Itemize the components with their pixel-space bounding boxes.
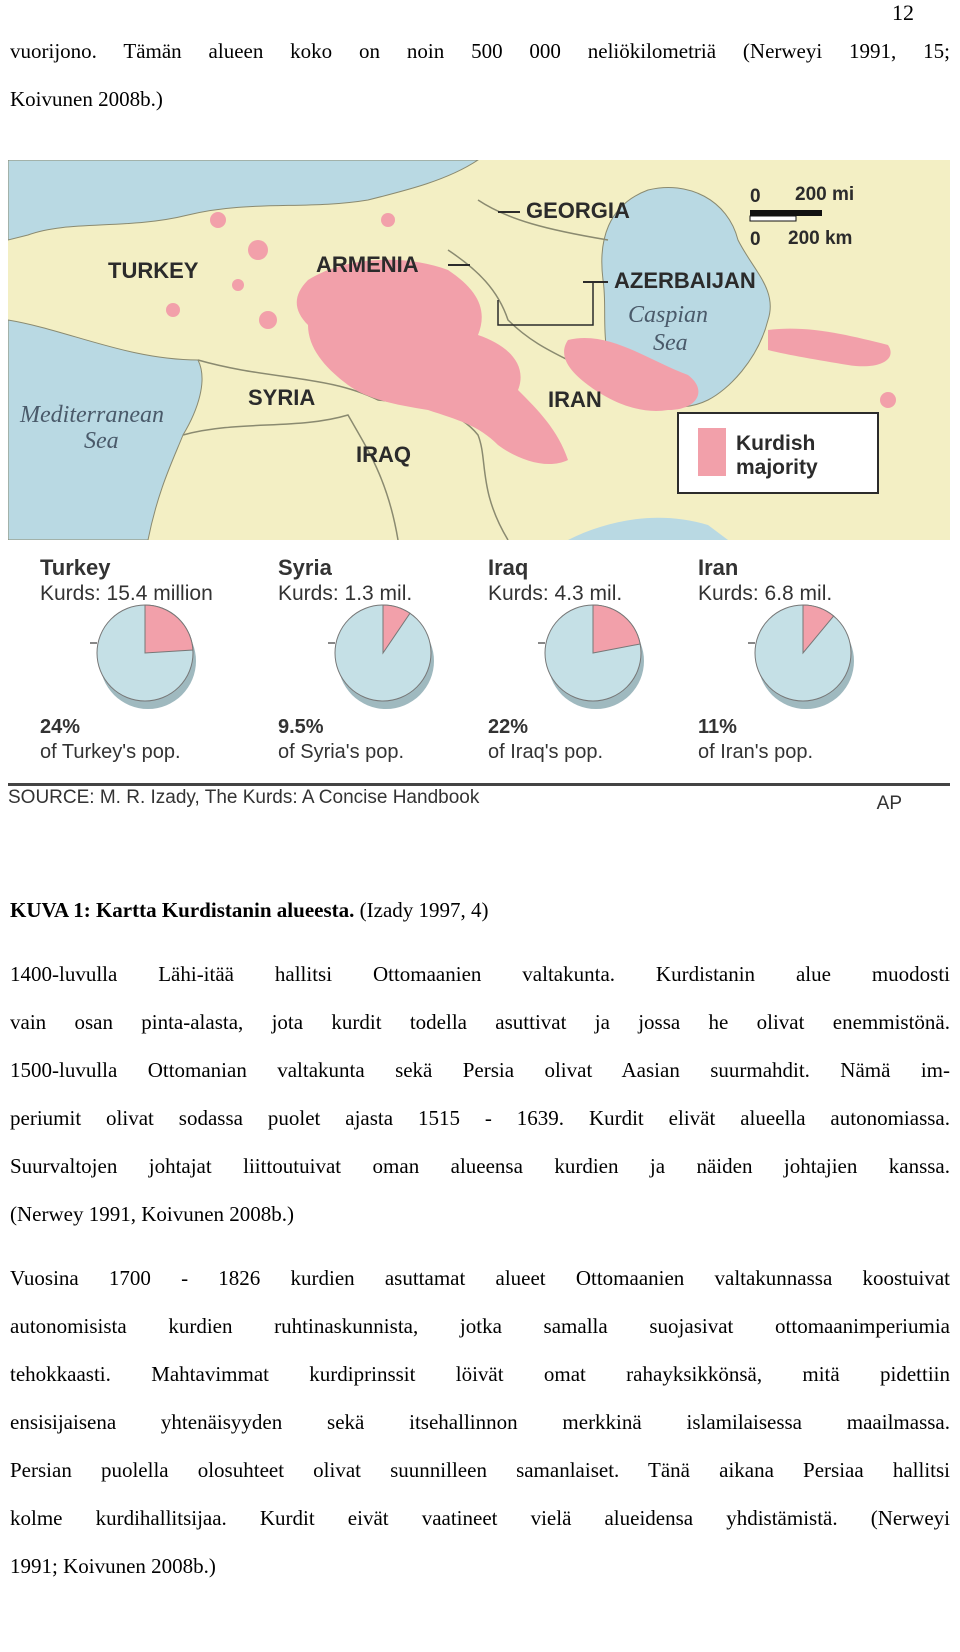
kurdistan-figure: [0, 155, 960, 875]
label-georgia: GEORGIA: [526, 198, 630, 223]
text-line: 1991; Koivunen 2008b.): [10, 1554, 216, 1578]
kurdish-region: [248, 240, 268, 260]
figure-caption: [10, 898, 489, 923]
kurdish-region: [232, 279, 244, 291]
text-line: ensisijaisena yhtenäisyyden sekä itsehallinnon merkkinä islamilaisessa maailmassa.: [10, 1410, 950, 1434]
kurdish-region: [381, 213, 395, 227]
legend-swatch: [698, 428, 726, 476]
pie-kurds-count: Kurds: 1.3 mil.: [278, 582, 413, 605]
legend-line2: majority: [736, 456, 818, 479]
figure-rule: [8, 783, 950, 786]
pie-country: Iran: [698, 555, 739, 580]
page-number: 12: [892, 0, 914, 25]
text-line: Vuosina 1700 - 1826 kurdien asuttamat alueet Ottomaanien valtakunnassa koostuivat: [10, 1266, 950, 1290]
pie-percent: 9.5%: [278, 716, 324, 738]
pie-slice-kurdish: [145, 605, 193, 653]
label-syria: SYRIA: [248, 385, 316, 410]
pie-percent: 22%: [488, 716, 529, 738]
scale-bar: [750, 210, 822, 216]
pie-country: Turkey: [40, 555, 111, 580]
text-line: autonomisista kurdien ruhtinaskunnista, jotka samalla suojasivat ottomaanimperiumia: [10, 1314, 950, 1338]
text-line: vain osan pinta-alasta, jota kurdit todella asuttivat ja jossa he olivat enemmistönä.: [10, 1010, 950, 1034]
pie-graphic: [90, 603, 260, 713]
pie-pop-label: of Iraq's pop.: [488, 741, 603, 763]
text-line: vuorijono. Tämän alueen koko on noin 500 000 neliökilometriä (Nerweyi 1991, 15;: [10, 39, 950, 63]
pie-leader: [538, 643, 545, 708]
paragraph-1: [10, 950, 950, 1238]
kurdish-region: [210, 212, 226, 228]
pie-pop-label: of Iran's pop.: [698, 741, 813, 763]
label-caspian: Caspian: [628, 302, 709, 328]
label-mediterranean: Mediterranean: [20, 402, 164, 428]
label-iraq: IRAQ: [356, 442, 411, 467]
caption-citation: (Izady 1997, 4): [354, 898, 489, 922]
pie-percent: 11%: [698, 716, 737, 738]
figure-credit: AP: [876, 793, 902, 814]
label-caspian-sea: Sea: [653, 330, 688, 356]
pie-percent: 24%: [40, 716, 81, 738]
intro-paragraph: [10, 27, 950, 123]
scale-km: 200 km: [788, 228, 853, 249]
pie-pop-label: of Syria's pop.: [278, 741, 405, 763]
pie-kurds-count: Kurds: 4.3 mil.: [488, 582, 623, 605]
pie-slice-kurdish: [593, 605, 640, 653]
text-line: tehokkaasti. Mahtavimmat kurdiprinssit löivät omat rahayksikkönsä, mitä pidettiin: [10, 1362, 950, 1386]
kurdish-region: [166, 303, 180, 317]
scale-zero-km: 0: [750, 229, 761, 250]
pie-leader: [328, 643, 335, 708]
paragraph-2: [10, 1254, 950, 1590]
scale-zero-mi: 0: [750, 186, 761, 207]
text-line: 1400-luvulla Lähi-itää hallitsi Ottomaanien valtakunta. Kurdistanin alue muodosti: [10, 962, 950, 986]
caption-title: KUVA 1: Kartta Kurdistanin alueesta.: [10, 898, 355, 922]
label-azerbaijan: AZERBAIJAN: [614, 268, 756, 293]
pie-kurds-count: Kurds: 6.8 mil.: [698, 582, 833, 605]
pie-charts: [0, 555, 960, 785]
label-armenia: ARMENIA: [316, 252, 419, 277]
scale-bar: [750, 216, 796, 221]
text-line: Persian puolella olosuhteet olivat suunnilleen samanlaiset. Tänä aikana Persiaa hallitsi: [10, 1458, 950, 1482]
kurdistan-map: [8, 160, 950, 540]
pie-leader: [90, 643, 97, 708]
pie-kurds-count: Kurds: 15.4 million: [40, 582, 213, 605]
pie-pop-label: of Turkey's pop.: [40, 741, 181, 763]
text-line: periumit olivat sodassa puolet ajasta 1515 - 1639. Kurdit elivät alueella autonomiassa.: [10, 1106, 950, 1130]
label-iran: IRAN: [548, 387, 602, 412]
pie-country: Iraq: [488, 555, 529, 580]
text-line: (Nerwey 1991, Koivunen 2008b.): [10, 1202, 295, 1226]
pie-graphic: [328, 603, 498, 713]
kurdish-region: [259, 311, 277, 329]
scale-mi: 200 mi: [795, 184, 855, 205]
text-line: Koivunen 2008b.): [10, 87, 163, 111]
pie-iran: [698, 555, 938, 763]
pie-graphic: [538, 603, 708, 713]
label-turkey: TURKEY: [108, 258, 199, 283]
pie-leader: [748, 643, 755, 708]
pie-graphic: [748, 603, 918, 713]
pie-country: Syria: [278, 555, 332, 580]
text-line: kolme kurdihallitsijaa. Kurdit eivät vaatineet vielä alueidensa yhdistämistä. (Nerweyi: [10, 1506, 950, 1530]
text-line: 1500-luvulla Ottomanian valtakunta sekä Persia olivat Aasian suurmahdit. Nämä im-: [10, 1058, 950, 1082]
label-mediterranean-sea: Sea: [84, 428, 119, 454]
legend-line1: Kurdish: [736, 432, 816, 455]
figure-source: SOURCE: M. R. Izady, The Kurds: A Concise Handbook: [8, 787, 480, 808]
pie-turkey: [40, 555, 280, 763]
kurdish-region: [880, 392, 896, 408]
text-line: Suurvaltojen johtajat liittoutuivat oman alueensa kurdien ja näiden johtajien kanssa.: [10, 1154, 950, 1178]
